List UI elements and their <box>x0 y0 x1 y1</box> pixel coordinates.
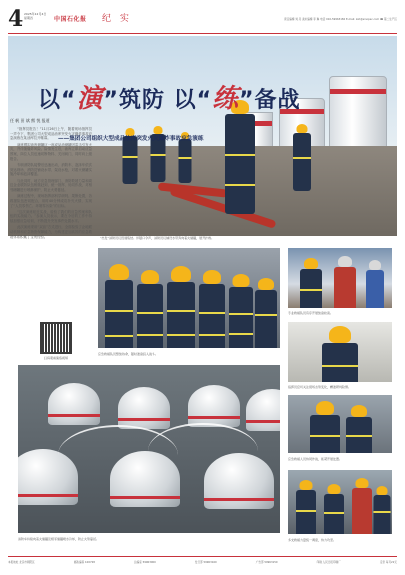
tank-farm-photo <box>18 365 280 533</box>
teamwork-photo <box>288 470 392 534</box>
issue-date <box>24 12 50 20</box>
issue-date-line: 2025年12月4日 <box>24 12 47 16</box>
footer-item: 发行部 59963160 <box>194 561 217 564</box>
headline-middle: ”筑防 以“ <box>103 88 213 113</box>
storage-tank <box>118 387 170 429</box>
article-paragraph: “指挥员报告！”11月26日上午，随着现场指挥员一声令下，集团公司大型成品油库突发火灾爆炸事故应急演练在某油库拉开帷幕。 <box>10 127 92 141</box>
article-paragraph: 此次演练采用“双盲”方式进行，全面检验了企地联动机制和应急物资保障能力，为构建更加高效的应急救援体系积累了宝贵经验。 <box>10 225 92 239</box>
footer-item: 总编室 59963000 <box>134 561 156 564</box>
headline-accent-word: 演 <box>76 84 104 114</box>
section-title: 纪 实 <box>102 14 132 24</box>
firefighter-figure <box>290 124 314 194</box>
firefighter-figure <box>364 260 386 308</box>
article-paragraph: 演练模拟油库储罐区一座成品油储罐因雷击引发火灾，并伴随爆炸风险。险情发生后，油库立即启动应急预案，岗位人员迅速切断物料、关闭阀门，同时向上级报告。 <box>10 142 92 161</box>
firefighter-figure <box>298 258 324 308</box>
article-paragraph: “这次演练贴近实战，检验了我们的应急预案和队伍的实战能力。”参演人员表示，要在今后的工作中持续加强应急培训，不断提升突发事件处置水平。 <box>10 209 92 224</box>
page-footer <box>8 556 397 564</box>
footer-item: 印刷 人民日报印刷厂 <box>316 561 341 564</box>
firefighter-figure <box>228 274 254 348</box>
footer-item: 广告部 59963150 <box>255 561 278 564</box>
page-header <box>8 8 397 34</box>
footer-item: 邮政编码 100728 <box>73 561 95 564</box>
page-number: 4 <box>8 6 24 32</box>
firefighter-figure <box>220 100 260 220</box>
headline-prefix: 以“ <box>38 88 77 113</box>
editor-info: 责任编辑 刘 丹 美术编辑 李 琳 电话 010-59963182 E-mail: zsh@sinopec.com ☎ 第二生产区 <box>284 18 397 21</box>
lineup-photo <box>98 248 280 348</box>
firefighter-figure <box>308 401 342 453</box>
firefighter-figure <box>166 266 196 348</box>
photo-caption: 应急救援队员整装待命，随时准备投入战斗。 <box>98 352 159 356</box>
equipment-photo <box>288 248 392 308</box>
footer-item: 本报地址 北京市朝阳区 <box>8 561 35 564</box>
headline-suffix: ”备战 <box>239 88 301 113</box>
firefighter-figure <box>320 326 360 382</box>
firefighter-figure <box>350 478 374 534</box>
storage-tank <box>329 76 387 156</box>
photo-caption: 指挥员密切关注现场态势变化，精准研判险情。 <box>288 385 352 389</box>
photo-caption: 专业救援队员有序开展装备检查。 <box>288 311 334 315</box>
article-body <box>10 118 92 241</box>
article-paragraph: 与此同时，地方应急管理部门、消防救援力量和周边企业联防队伍相继赶到，统一指挥、协同作战，对相邻储罐进行喷淋保护，防止火势蔓延。 <box>10 178 92 192</box>
headline-accent-word: 练 <box>212 84 240 114</box>
firefighter-figure <box>322 484 346 534</box>
qr-caption: 扫码观看演练视频 <box>43 356 68 360</box>
byline: 任 帆 田 斌 熊 悦 报道 <box>10 118 50 123</box>
water-spray <box>148 423 258 479</box>
photo-caption: 多支救援力量统一调度，协力攻坚。 <box>288 538 337 542</box>
footer-item: 定价 每月22元 <box>379 561 397 564</box>
firefighter-figure <box>136 270 164 348</box>
newspaper-logo: 中国石化报 <box>54 16 87 23</box>
article-paragraph: 专职消防队接警后迅速出动，消防车、泡沫车依次到达现场，消防员铺设水带、架设水枪，对着火储罐实施冷却和泡沫覆盖。 <box>10 162 92 177</box>
firefighter-figure <box>372 486 392 534</box>
firefighter-figure <box>198 270 226 348</box>
qr-code-icon[interactable] <box>40 322 72 354</box>
sub-headline: ——集团公司组织大型成品油库突发火灾爆炸事故应急演练 <box>58 136 204 142</box>
storage-tank <box>48 383 100 425</box>
firefighter-figure <box>104 264 134 348</box>
photo-caption: 应急救援人员协同作战，抓紧开展处置。 <box>288 457 343 461</box>
firefighter-figure <box>344 405 374 453</box>
firefighter-figure <box>332 256 358 308</box>
coordination-photo <box>288 395 392 453</box>
article-paragraph: 演练过程中，现场指挥部科学研判、果断处置，各救援队伍密切配合，用时40分钟成功扑灭火情，实现了“人员零伤亡、环境零污染”的目标。 <box>10 194 92 208</box>
firefighter-figure <box>254 278 278 348</box>
hero-caption: “出发”消防员们迅速集结。伴随口令声，消防员们铺设水带奔向着火储罐，展开扑救。 <box>100 236 215 240</box>
photo-caption: 消防车持续向着火储罐及相邻储罐喷水冷却，防止火势蔓延。 <box>18 537 100 541</box>
qr-code-block <box>36 322 76 360</box>
issue-weekday-line: 星期四 <box>24 16 34 20</box>
commander-photo <box>288 322 392 382</box>
page-headline <box>38 78 301 115</box>
firefighter-figure <box>294 480 318 534</box>
storage-tank <box>188 385 240 427</box>
